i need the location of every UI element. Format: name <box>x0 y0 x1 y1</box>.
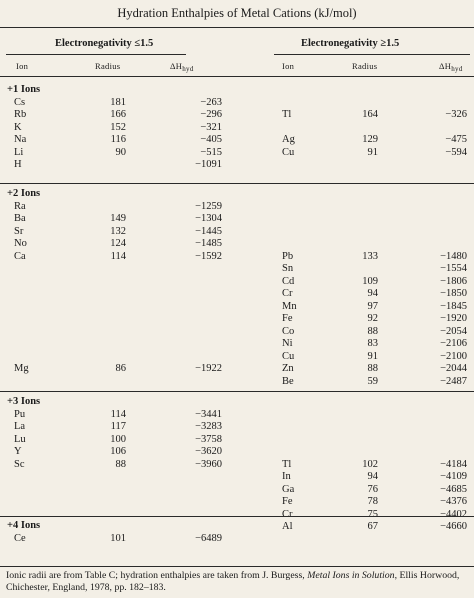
radius-cell: 181 <box>110 96 126 108</box>
radius-cell: 97 <box>367 300 378 312</box>
radius-cell: 109 <box>362 275 378 287</box>
section-rule <box>0 391 474 392</box>
ion-cell: Mn <box>282 300 297 312</box>
col-header-ion-left: Ion <box>16 61 29 71</box>
ion-cell: In <box>282 471 291 482</box>
ion-cell: Ra <box>14 200 26 212</box>
ion-cell: Tl <box>282 109 292 120</box>
radius-cell: 76 <box>367 483 378 495</box>
enthalpy-cell: −475 <box>445 134 467 145</box>
enthalpy-cell: −4109 <box>440 471 467 482</box>
col-header-radius-left: Radius <box>95 61 121 71</box>
ion-cell: Rb <box>14 109 27 120</box>
radius-cell: 90 <box>115 146 126 158</box>
ion-cell: Lu <box>14 433 26 445</box>
enthalpy-cell: −2100 <box>440 350 467 362</box>
enthalpy-cell: −296 <box>200 109 222 120</box>
enthalpy-cell: −321 <box>200 121 222 133</box>
enthalpy-cell: −4376 <box>440 496 467 507</box>
ion-cell: Ca <box>14 250 26 262</box>
radius-cell: 94 <box>367 288 378 299</box>
enthalpy-cell: −1592 <box>195 250 222 262</box>
ion-cell: Cu <box>282 350 295 362</box>
enthalpy-cell: −2044 <box>440 363 467 374</box>
radius-cell: 164 <box>362 109 378 120</box>
footnote: Ionic radii are from Table C; hydration enthalpies are taken from J. Burgess, Metal Ions in Solution, Ellis Horwood, Chichester, England, 1978, pp. 182–183. <box>6 570 460 593</box>
radius-cell: 101 <box>110 532 126 544</box>
enthalpy-cell: −1554 <box>440 263 467 274</box>
ion-cell: Na <box>14 134 27 145</box>
ion-cell: Sr <box>14 225 24 237</box>
ion-cell: No <box>14 238 27 249</box>
radius-cell: 117 <box>110 421 126 432</box>
radius-cell: 91 <box>367 146 378 158</box>
enthalpy-cell: −1485 <box>195 238 222 249</box>
enthalpy-cell: −515 <box>200 146 222 158</box>
radius-cell: 78 <box>367 496 378 507</box>
col-header-dh-left: $\Delta H_{hyd}$ <box>170 61 194 73</box>
ion-cell: Zn <box>282 363 294 374</box>
enthalpy-cell: −1304 <box>195 213 222 224</box>
ion-cell: Cd <box>282 275 295 287</box>
radius-cell: 152 <box>110 121 126 133</box>
section-label: +2 Ions <box>7 188 41 199</box>
radius-cell: 116 <box>110 134 126 145</box>
col-header-ion-right: Ion <box>282 61 295 71</box>
radius-cell: 75 <box>367 508 378 520</box>
section-rule <box>0 516 474 517</box>
enthalpy-cell: −2487 <box>440 375 467 387</box>
ion-cell: Ni <box>282 338 293 349</box>
ion-cell: Be <box>282 375 294 387</box>
radius-cell: 92 <box>367 313 378 324</box>
radius-cell: 114 <box>110 408 126 420</box>
radius-cell: 86 <box>115 363 126 374</box>
enthalpy-cell: −1845 <box>440 300 467 312</box>
enthalpy-cell: −1806 <box>440 275 467 287</box>
enthalpy-cell: −4402 <box>440 508 467 520</box>
group-underline-right <box>274 54 470 55</box>
ion-cell: Cs <box>14 96 26 108</box>
col-header-radius-right: Radius <box>352 61 378 71</box>
radius-cell: 149 <box>110 213 126 224</box>
section-label: +3 Ions <box>7 396 41 407</box>
enthalpy-cell: −1445 <box>195 225 222 237</box>
ion-cell: La <box>14 421 26 432</box>
radius-cell: 132 <box>110 225 126 237</box>
enthalpy-cell: −263 <box>200 96 222 108</box>
enthalpy-cell: −1922 <box>195 363 222 374</box>
ion-cell: K <box>14 121 22 133</box>
radius-cell: 124 <box>110 238 126 249</box>
enthalpy-cell: −6489 <box>195 532 222 544</box>
radius-cell: 59 <box>367 375 378 387</box>
header-rule <box>0 76 474 77</box>
ion-cell: Cu <box>282 146 295 158</box>
enthalpy-cell: −1850 <box>440 288 467 299</box>
ion-cell: Fe <box>282 496 293 507</box>
enthalpy-cell: −1091 <box>195 159 222 170</box>
radius-cell: 91 <box>367 350 378 362</box>
radius-cell: 166 <box>110 109 126 120</box>
col-header-dh-right: $\Delta H_{hyd}$ <box>439 61 463 73</box>
ion-cell: Ag <box>282 134 295 145</box>
radius-cell: 88 <box>367 363 378 374</box>
radius-cell: 88 <box>115 458 126 470</box>
group-header-left: Electronegativity ≤1.5 <box>55 38 154 49</box>
ion-cell: Ba <box>14 213 26 224</box>
ion-cell: Sc <box>14 458 25 470</box>
enthalpy-cell: −4685 <box>440 483 467 495</box>
ion-cell: Co <box>282 325 295 337</box>
enthalpy-cell: −2054 <box>440 325 467 337</box>
enthalpy-cell: −3758 <box>195 433 222 445</box>
radius-cell: 133 <box>362 250 378 262</box>
ion-cell: Mg <box>14 363 29 374</box>
enthalpy-cell: −2106 <box>440 338 467 349</box>
section-rule <box>0 183 474 184</box>
radius-cell: 100 <box>110 433 126 445</box>
ion-cell: Li <box>14 146 24 158</box>
enthalpy-cell: −326 <box>445 109 467 120</box>
top-rule <box>0 27 474 28</box>
enthalpy-cell: −4184 <box>440 458 467 470</box>
section-label: +1 Ions <box>7 84 41 95</box>
table-title: Hydration Enthalpies of Metal Cations (kJ/mol) <box>117 6 357 20</box>
radius-cell: 129 <box>362 134 378 145</box>
enthalpy-cell: −405 <box>200 134 222 145</box>
radius-cell: 94 <box>367 471 378 482</box>
enthalpy-cell: −3283 <box>195 421 222 432</box>
ion-cell: Al <box>282 521 293 532</box>
ion-cell: Tl <box>282 458 292 470</box>
ion-cell: H <box>14 159 22 170</box>
ion-cell: Pu <box>14 408 26 420</box>
enthalpy-cell: −1259 <box>195 200 222 212</box>
ion-cell: Cr <box>282 508 293 520</box>
radius-cell: 83 <box>367 338 378 349</box>
enthalpy-cell: −594 <box>445 146 467 158</box>
ion-cell: Cr <box>282 288 293 299</box>
enthalpy-cell: −3441 <box>195 408 222 420</box>
radius-cell: 88 <box>367 325 378 337</box>
ion-cell: Ce <box>14 532 26 544</box>
ion-cell: Sn <box>282 263 294 274</box>
bottom-rule <box>0 566 474 567</box>
ion-cell: Pb <box>282 250 294 262</box>
ion-cell: Fe <box>282 313 293 324</box>
enthalpy-cell: −3620 <box>195 446 222 457</box>
ion-cell: Ga <box>282 483 295 495</box>
enthalpy-cell: −1480 <box>440 250 467 262</box>
group-header-right: Electronegativity ≥1.5 <box>301 38 400 49</box>
enthalpy-cell: −3960 <box>195 458 222 470</box>
section-label: +4 Ions <box>7 520 41 531</box>
enthalpy-cell: −4660 <box>440 521 467 532</box>
radius-cell: 114 <box>110 250 126 262</box>
group-underline-left <box>6 54 186 55</box>
enthalpy-cell: −1920 <box>440 313 467 324</box>
radius-cell: 67 <box>367 521 378 532</box>
ion-cell: Y <box>14 446 22 457</box>
radius-cell: 102 <box>362 458 378 470</box>
radius-cell: 106 <box>110 446 126 457</box>
